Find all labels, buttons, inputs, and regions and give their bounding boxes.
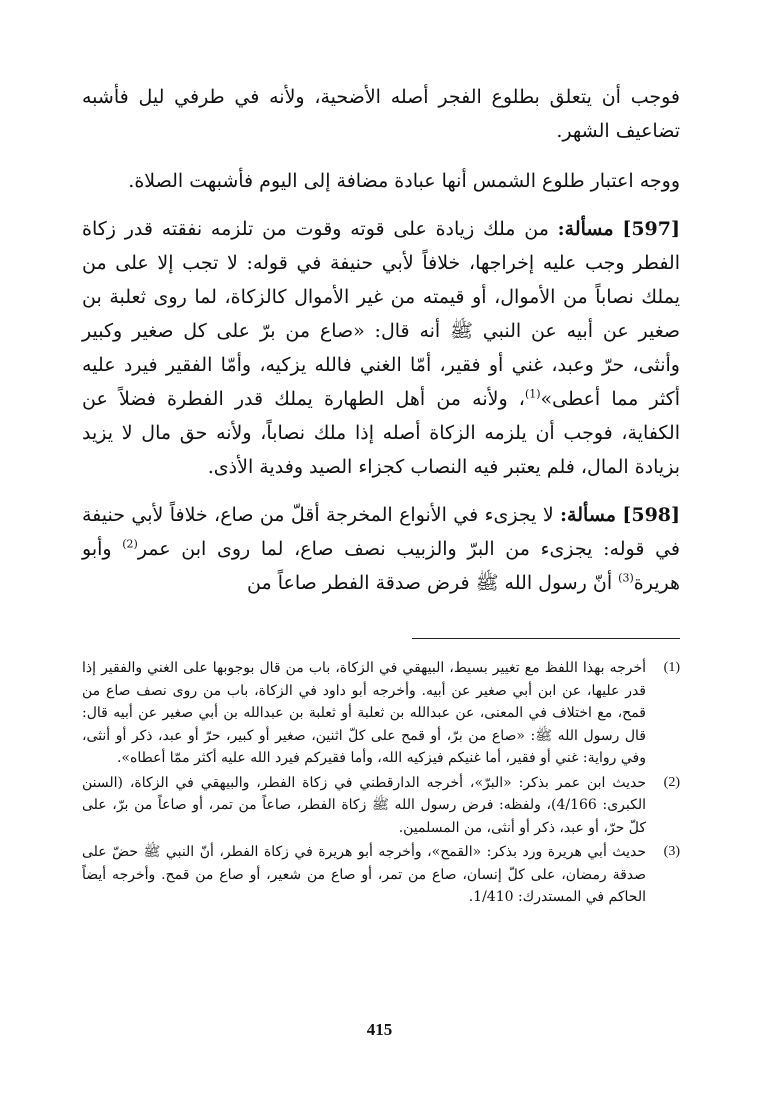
issue-598-text-a: لا يجزىء في الأنواع المخرجة أقلّ من صاع، خلافاً لأبي حنيفة في قوله: يجزىء من البرّ والزبيب نصف صاع، لما روى ابن عمر <box>82 504 680 560</box>
footnote-separator <box>412 638 680 639</box>
footnote-number: (1) <box>663 660 680 675</box>
paragraph-1: فوجب أن يتعلق بطلوع الفجر أصله الأضحية، ولأنه في طرفي ليل فأشبه تضاعيف الشهر. <box>82 86 680 142</box>
footnote-number: (3) <box>663 844 680 859</box>
footnote-2 <box>82 772 680 840</box>
footnote-text: أخرجه بهذا اللفظ مع تغيير بسيط، البيهقي في الزكاة، باب من قال بوجوبها على الغني والفقير إذا قدر عليها، عن ابن أبي صغير عن أبيه. وأخرجه أبو داود في الزكاة، باب من روى نصف صاع من قمح، مع اختلاف في المعنى، عن عبدالله بن ثعلبة أو ثعلبة بن عبدالله بن أبي صغير عن أبيه قال: قال رسول الله ﷺ: «صاع من برّ، أو قمح على كلّ اثنين، صغير أو كبير، حرّ أو عبد، ذكر أو أنثى، وفي رواية: غني أو فقير، أما غنيكم فيزكيه الله، وأما فقيركم فيرد الله عليه أكثر ممّا أعطاه». <box>82 660 646 766</box>
footnote-3 <box>82 841 680 909</box>
footnotes <box>82 657 680 909</box>
paragraph-2: ووجه اعتبار طلوع الشمس أنها عبادة مضافة إلى اليوم فأشبهت الصلاة. <box>128 170 680 192</box>
footnote-ref-1[interactable]: (1) <box>524 387 541 401</box>
footnote-ref-3[interactable]: (3) <box>618 571 634 585</box>
issue-597-text-a: من ملك زيادة على قوته وقوت من تلزمه نفقته قدر زكاة الفطر وجب عليه إخراجها، خلافاً لأبي حنيفة في قوله: لا تجب إلا على من يملك نصاباً من الأموال، أو قيمته من غير الأموال كالزكاة، لما روى ثعلبة بن صغير عن أبيه عن النبي ﷺ أنه قال: «صاع من برّ على كل صغير وكبير وأنثى، حرّ وعبد، غني أو فقير، أمّا الغني فالله يزكيه، وأمّا الفقير فيرد عليه أكثر مما أعطى» <box>82 218 681 410</box>
footnote-number: (2) <box>663 774 680 790</box>
issue-597-number: [597] <box>622 218 680 240</box>
page-number: 415 <box>366 1020 393 1039</box>
issue-598-label: مسألة: <box>560 504 616 526</box>
issue-598-text-b: وأبو هريرة <box>82 538 680 594</box>
issue-597-label: مسألة: <box>557 218 614 240</box>
book-page <box>82 80 680 911</box>
issue-597 <box>82 212 680 484</box>
issue-598 <box>82 498 680 600</box>
footnote-1 <box>82 657 680 770</box>
main-text <box>82 80 680 600</box>
footnote-text: حديث أبي هريرة ورد بذكر: «القمح»، وأخرجه أبو هريرة في زكاة الفطر، أنّ النبي ﷺ حضّ على صدقة رمضان، على كلّ إنسان، صاع من تمر، أو صاع من شعير، أو صاع من قمح. وأخرجه أيضاً الحاكم في المستدرك: 1/410. <box>82 844 646 905</box>
footnote-text: حديث ابن عمر بذكر: «البرّ»، أخرجه الدارقطني في زكاة الفطر، والبيهقي في الزكاة، (السنن الكبرى: 4/166)، ولفظه: فرض رسول الله ﷺ زكاة الفطر، صاعاً من تمر، أو صاعاً من برّ، على كلّ حرّ، أو عبد، ذكر أو أنثى، من المسلمين. <box>82 774 646 836</box>
footnote-ref-2[interactable]: (2) <box>122 537 138 551</box>
issue-598-number: [598] <box>622 504 681 526</box>
issue-598-text-c: أنّ رسول الله ﷺ فرض صدقة الفطر صاعاً من <box>247 572 619 594</box>
issue-597-text-b: ، ولأنه من أهل الطهارة يملك قدر الفطرة فضلاً عن الكفاية، فوجب أن يلزمه الزكاة أصله إذا ملك نصاباً، ولأنه حق مال لا يزيد بزيادة المال، فلم يعتبر فيه النصاب كجزاء الصيد وفدية الأذى. <box>82 388 680 478</box>
